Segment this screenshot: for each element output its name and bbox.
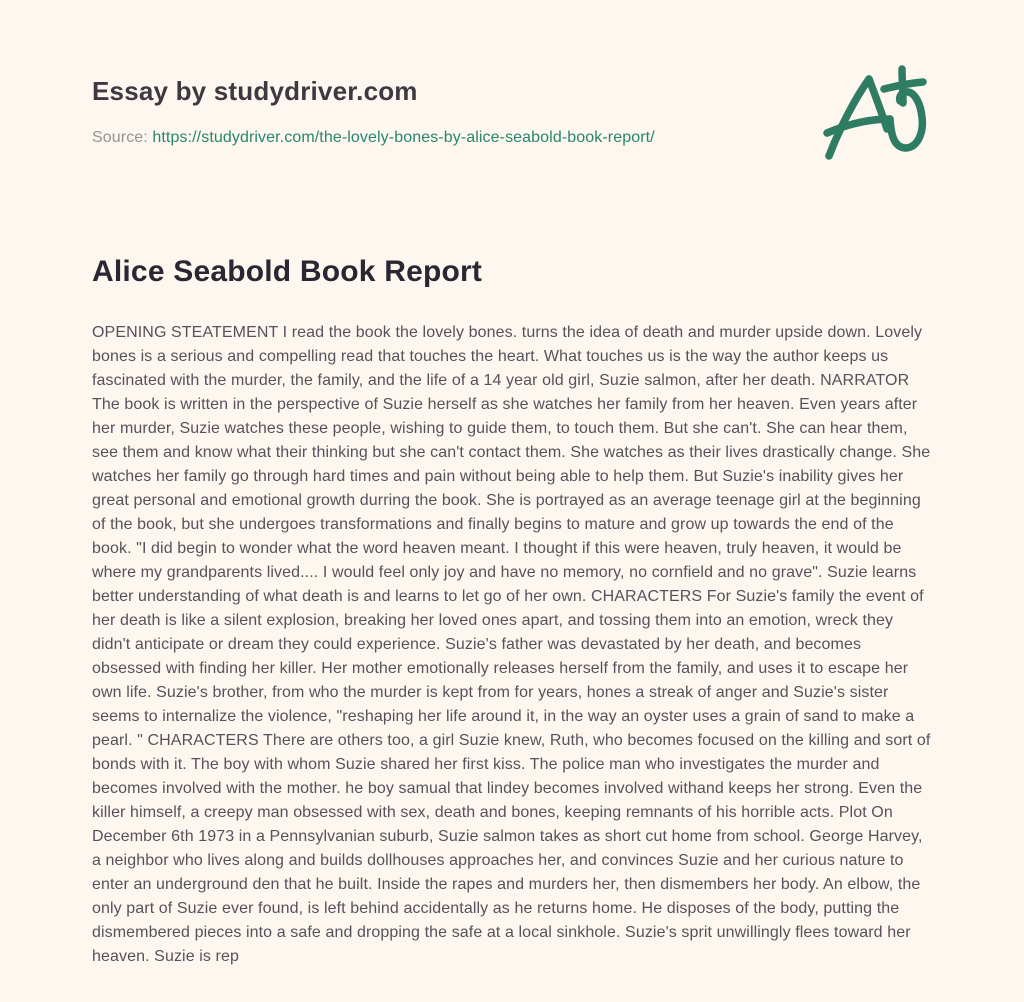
- document-header: [92, 76, 655, 147]
- essay-article: [92, 255, 932, 969]
- logo-a-crossbar-stroke: [827, 119, 890, 133]
- source-row: [92, 129, 655, 147]
- logo-plus-horizontal-stroke: [884, 82, 923, 89]
- essay-body-text: OPENING STEATEMENT I read the book the lovely bones. turns the idea of death and murder upside down. Lovely bones is a serious and compelling read that touches the heart. What touches us is the way the author keeps us fascinated with the murder, the family, and the life of a 14 year old girl, Suzie salmon, after her death. NARRATOR The book is written in the perspective of Suzie herself as she watches her family from her heaven. Even years after her murder, Suzie watches these people, wishing to guide them, to touch them. But she can't. She can hear them, see them and know what their thinking but she can't contact them. She watches as their lives drastically change. She watches her family go through hard times and pain without being able to help them. But Suzie's inability gives her great personal and emotional growth durring the book. She is portrayed as an average teenage girl at the beginning of the book, but she undergoes transformations and finally begins to mature and grow up towards the end of the book. "I did begin to wonder what the word heaven meant. I thought if this were heaven, truly heaven, it would be where my grandparents lived.... I would feel only joy and have no memory, no cornfield and no grave". Suzie learns better understanding of what death is and learns to let go of her own. CHARACTERS For Suzie's family the event of her death is like a silent explosion, breaking her loved ones apart, and tossing them into an emotion, wreck they didn't anticipate or dream they could experience. Suzie's father was devastated by her death, and becomes obsessed with finding her killer. Her mother emotionally releases herself from the family, and uses it to escape her own life. Suzie's brother, from who the murder is kept from for years, hones a streak of anger and Suzie's sister seems to internalize the violence, "reshaping her life around it, in the way an oyster uses a grain of sand to make a pearl. " CHARACTERS There are others too, a girl Suzie knew, Ruth, who becomes focused on the killing and sort of bonds with it. The boy with whom Suzie shared her first kiss. The police man who investigates the murder and becomes involved with the mother. he boy samual that lindey becomes involved withand keeps her strong. Even the killer himself, a creepy man obsessed with sex, death and bones, keeping remnants of his horrible acts. Plot On December 6th 1973 in a Pennsylvanian suburb, Suzie salmon takes as short cut home from school. George Harvey, a neighbor who lives along and builds dollhouses approaches her, and convinces Suzie and her curious nature to enter an underground den that he built. Inside the rapes and murders her, then dismembers her body. An elbow, the only part of Suzie ever found, is left behind accidentally as he returns home. He disposes of the body, putting the dismembered pieces into a safe and dropping the safe at a local sinkhole. Suzie's sprit unwillingly flees toward her heaven. Suzie is rep: [92, 324, 931, 965]
- source-link[interactable]: https://studydriver.com/the-lovely-bones-by-alice-seabold-book-report/: [152, 129, 655, 146]
- logo-a-left-stroke: [829, 79, 869, 156]
- page-title: Alice Seabold Book Report: [92, 255, 483, 288]
- source-label: Source:: [92, 129, 148, 146]
- a-plus-logo-icon: [820, 55, 940, 185]
- essay-by-heading: Essay by studydriver.com: [92, 76, 418, 106]
